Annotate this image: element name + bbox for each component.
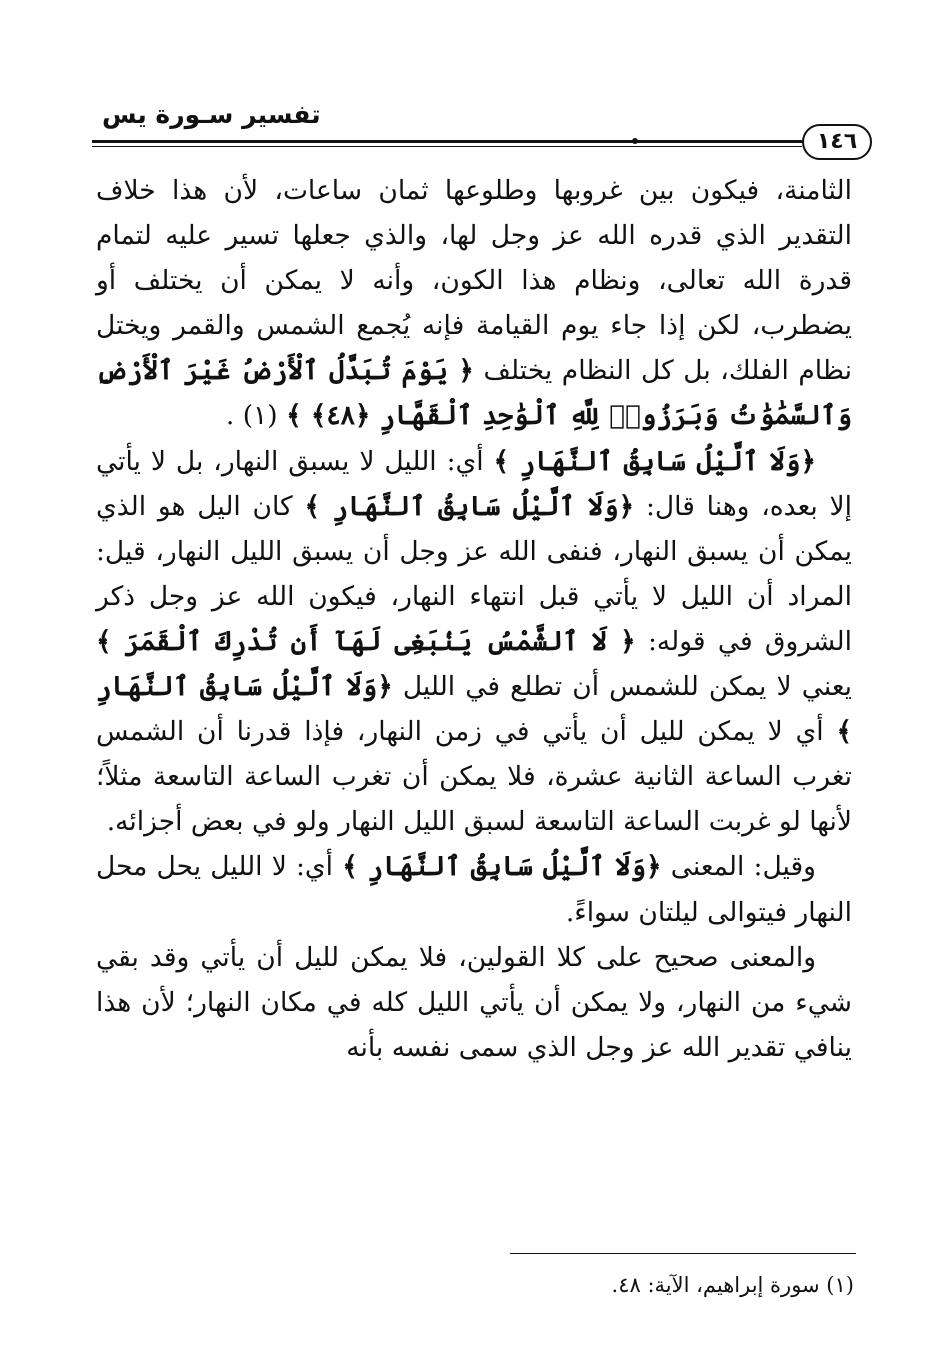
footnote: (١) سورة إبراهيم، الآية: ٤٨. <box>611 1273 854 1297</box>
p2-text: يعني لا يمكن للشمس أن تطلع في الليل <box>402 671 852 703</box>
header-rule <box>92 140 802 143</box>
p4-text: والمعنى صحيح على كلا القولين، فلا يمكن لليل أن يأتي وقد بقي شيء من النهار، ولا يمكن أن يأتي الليل كله في مكان النهار؛ لأن هذا ينافي تقدير الله عز وجل الذي سمى نفسه بأنه <box>96 941 852 1063</box>
p2-text: أي لا يمكن لليل أن يأتي في زمن النهار، فإذا قدرنا أن الشمس تغرب الساعة الثانية عشرة، فلا يمكن أن تغرب الساعة التاسعة مثلاً؛ لأنها لو غربت الساعة التاسعة لسبق الليل النهار ولو في بعض أجزائه. <box>96 716 852 838</box>
quran-verse: ﴿ يَوْمَ تُبَدَّلُ ٱلْأَرْضُ غَيْرَ ٱلْأَرْضِ وَٱلسَّمَٰوَٰتُ وَبَرَزُوا۟ لِلَّهِ ٱلْوَٰحِدِ ٱلْقَهَّارِ ﴿٤٨﴾ ﴾ <box>96 355 852 432</box>
quran-verse: ﴿وَلَا ٱلَّيْلُ سَابِقُ ٱلنَّهَارِ ﴾ <box>493 445 816 477</box>
p3-text: وقيل: المعنى <box>670 851 816 883</box>
p3-text: أي: لا الليل يحل محل النهار فيتوالى ليلتان سواءً. <box>96 851 852 928</box>
footnote-ref: (١) . <box>225 400 278 432</box>
body-text <box>96 168 852 1070</box>
quran-verse: ﴿وَلَا ٱلَّيْلُ سَابِقُ ٱلنَّهَارِ ﴾ <box>342 851 662 883</box>
paragraph-1 <box>96 168 852 439</box>
quran-verse: ﴿ لَا ٱلشَّمْسُ يَنۢبَغِى لَهَآ أَن تُدْرِكَ ٱلْقَمَرَ ﴾ <box>96 625 636 657</box>
p1-text: الثامنة، فيكون بين غروبها وطلوعها ثمان ساعات، لأن هذا خلاف التقدير الذي قدره الله عز وجل لها، والذي جعلها تسير عليه لتمام قدرة الله تعالى، ونظام هذا الكون، وأنه لا يمكن أن يختلف أو يضطرب، لكن إذا جاء يوم القيامة فإنه يُجمع الشمس والقمر ويختل نظام الفلك، بل كل النظام يختلف <box>96 175 852 387</box>
quran-verse: ﴿وَلَا ٱلَّيْلُ سَابِقُ ٱلنَّهَارِ ﴾ <box>96 671 852 748</box>
footnote-rule <box>510 1253 856 1254</box>
paragraph-2 <box>96 439 852 845</box>
p2-text: أي: الليل لا يسبق النهار، بل لا يأتي إلا بعده، وهنا قال: <box>96 445 852 522</box>
header-rule-thin <box>92 146 802 147</box>
running-title: تفسير سـورة يس <box>102 100 321 129</box>
p2-text: كان اليل هو الذي يمكن أن يسبق النهار، فنفى الله عز وجل أن يسبق الليل النهار، قيل: المراد أن الليل لا يأتي قبل انتهاء النهار، فيكون الله عز وجل ذكر الشروق في قوله: <box>96 490 852 657</box>
page-header <box>92 100 872 160</box>
paragraph-4 <box>96 935 852 1070</box>
paragraph-3 <box>96 844 852 934</box>
header-dot-ornament <box>632 138 638 144</box>
quran-verse: ﴿وَلَا ٱلَّيْلُ سَابِقُ ٱلنَّهَارِ ﴾ <box>304 490 635 522</box>
page-number: ١٤٦ <box>802 124 872 160</box>
